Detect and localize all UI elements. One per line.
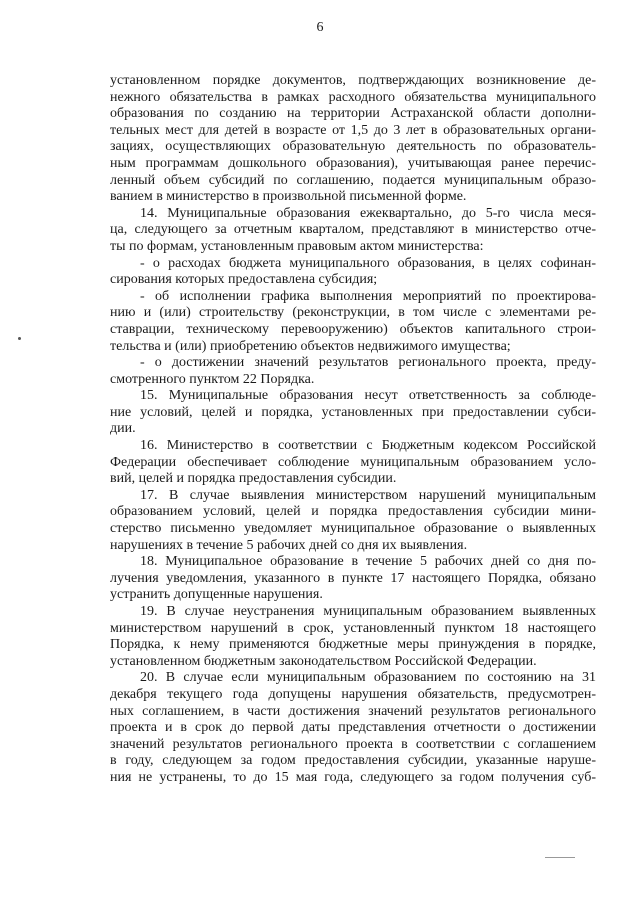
text-line: ных соглашением, в части достижения значений результатов регионального [110,703,596,719]
text-line: вий, целей и порядка предоставления субсидии. [110,471,397,487]
text-line: ным программам дошкольного образования), учитывающая ранее перечис- [110,155,596,171]
text-line: Порядка, к нему применяются бюджетные меры принуждения в порядке, [110,637,596,653]
text-line: - о расходах бюджета муниципального образования, в целях софинан- [140,255,596,271]
text-line: тельных мест для детей в возрасте от 1,5 до 3 лет в образовательных органи- [110,122,596,138]
text-line: ца, следующего за отчетным кварталом, представляют в министерство отче- [110,222,596,238]
text-line: 20. В случае если муниципальным образованием по состоянию на 31 [140,670,596,686]
text-line: нежного обязательства в рамках расходного обязательства муниципального [110,89,596,105]
margin-dot-mark [18,337,21,340]
text-line: стерство письменно уведомляет муниципальное образование о выявленных [110,521,596,537]
text-line: сирования которых предоставлена субсидия; [110,272,378,288]
text-line: смотренного пунктом 22 Порядка. [110,371,315,387]
text-line: 14. Муниципальные образования ежеквартально, до 5-го числа меся- [140,205,596,221]
text-line: 18. Муниципальное образование в течение 5 рабочих дней со дня по- [140,554,596,570]
text-line: образования по созданию на территории Астраханской области дополни- [110,106,596,122]
text-line: проекта и в срок до первой даты представления отчетности о достижении [110,720,596,736]
text-line: нию и (или) строительству (реконструкции, в том числе с элементами ре- [110,305,596,321]
document-body [110,73,596,787]
text-line: лучения уведомления, указанного в пункте 17 настоящего Порядка, обязано [110,570,596,586]
text-line: установленном бюджетным законодательством Российской Федерации. [110,653,537,669]
text-line: тельства и (или) приобретению объектов недвижимого имущества; [110,338,511,354]
text-line: 17. В случае выявления министерством нарушений муниципальным [140,487,596,503]
text-line: 16. Министерство в соответствии с Бюджетным кодексом Российской [140,438,596,454]
text-line: дии. [110,421,136,437]
text-line: образованием условий, целей и порядка предоставления субсидии мини- [110,504,596,520]
text-line: ленный объем субсидий по соглашению, подается муниципальным образо- [110,172,596,188]
text-line: установленном порядке документов, подтверждающих возникновение де- [110,73,596,88]
text-line: значений результатов регионального проекта в соответствии с соглашением [110,736,596,752]
page-number: 6 [316,20,324,35]
text-line: Федерации обеспечивает соблюдение муниципальным образованием усло- [110,454,596,470]
margin-scan-mark [545,857,575,858]
text-line: министерством нарушений в срок, установленный пунктом 18 настоящего [110,620,596,636]
text-line: 15. Муниципальные образования несут ответственность за соблюде- [140,388,596,404]
text-line: ние условий, целей и порядка, установленных при предоставлении субси- [110,404,596,420]
text-line: декабря текущего года допущены нарушения обязательств, предусмотрен- [110,686,596,702]
text-line: ты по формам, установленным правовым актом министерства: [110,238,484,254]
text-line: 19. В случае неустранения муниципальным образованием выявленных [140,604,596,619]
text-line: ставрации, техническому перевооружению) объектов капитального строи- [110,321,596,337]
text-line: в году, следующем за годом предоставления субсидии, указанные наруше- [110,753,596,769]
text-line: - о достижении значений результатов регионального проекта, преду- [140,355,596,371]
text-line: ванием в министерство в произвольной письменной форме. [110,189,467,205]
text-line: - об исполнении графика выполнения мероприятий по проектирова- [140,288,596,304]
text-line: зациях, осуществляющих образовательную деятельность по образователь- [110,139,596,155]
text-line: нарушениях в течение 5 рабочих дней со дня их выявления. [110,537,468,553]
text-line: устранить допущенные нарушения. [110,587,323,603]
text-line: ния не устранены, то до 15 мая года, следующего за годом получения суб- [110,769,596,785]
